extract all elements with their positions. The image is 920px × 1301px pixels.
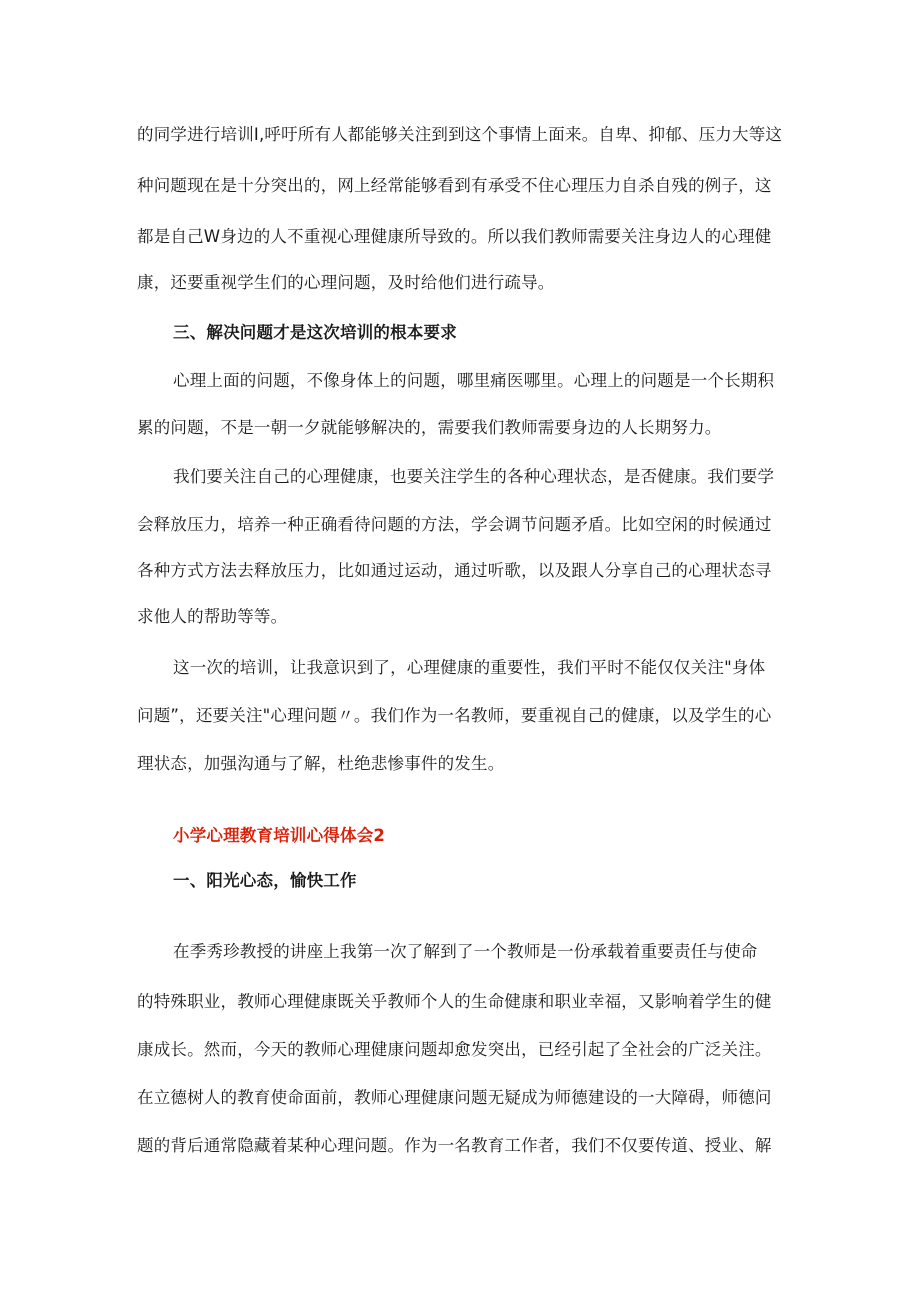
paragraph-line: 种问题现在是十分突出的，网上经常能够看到有承受不住心理压力自杀自残的例子，这 bbox=[137, 176, 772, 195]
paragraph-line: 题的背后通常隐藏着某种心理问题。作为一名教育工作者，我们不仅要传道、授业、解 bbox=[137, 1136, 772, 1155]
paragraph-line: 这一次的培训，让我意识到了，心理健康的重要性，我们平时不能仅仅关注"身体 bbox=[173, 658, 766, 677]
paragraph-line: 问题”，还要关注"心理问题〃。我们作为一名教师，要重视自己的健康，以及学生的心 bbox=[137, 706, 772, 725]
paragraph-line: 的同学进行培训I,呼吁所有人都能够关注到到这个事情上面来。自卑、抑郁、压力大等这 bbox=[137, 125, 783, 144]
paragraph-line: 康，还要重视学生们的心理问题，及时给他们进行疏导。 bbox=[137, 273, 555, 292]
paragraph-line: 累的问题，不是一朝一夕就能够解决的，需要我们教师需要身边的人长期努力。 bbox=[137, 418, 722, 437]
paragraph-line: 理状态，加强沟通与了解，杜绝悲惨事件的发生。 bbox=[137, 754, 505, 773]
section-heading: 一、阳光心态，愉快工作 bbox=[173, 871, 357, 890]
paragraph-line: 的特殊职业，教师心理健康既关乎教师个人的生命健康和职业幸福，又影响着学生的健 bbox=[137, 992, 772, 1011]
paragraph-line: 心理上面的问题，不像身体上的问题，哪里痛医哪里。心理上的问题是一个长期积 bbox=[173, 371, 775, 390]
section-title: 小学心理教育培训心得体会2 bbox=[173, 826, 386, 845]
paragraph-line: 在立德树人的教育使命面前，教师心理健康问题无疑成为师德建设的一大障碍，师德问 bbox=[137, 1088, 772, 1107]
section-heading: 三、解决问题才是这次培训的根本要求 bbox=[173, 323, 457, 342]
paragraph-line: 求他人的帮助等等。 bbox=[137, 607, 288, 626]
paragraph-line: 各种方式方法去释放压力，比如通过运动，通过听歌，以及跟人分享自己的心理状态寻 bbox=[137, 561, 772, 580]
paragraph-line: 在季秀珍教授的讲座上我第一次了解到了一个教师是一份承载着重要责任与使命 bbox=[173, 942, 758, 961]
paragraph-line: 都是自己W身边的人不重视心理健康所导致的。所以我们教师需要关注身边人的心理健 bbox=[137, 227, 772, 246]
paragraph-line: 康成长。然而，今天的教师心理健康问题却愈发突出，已经引起了全社会的广泛关注。 bbox=[137, 1040, 772, 1059]
paragraph-line: 我们要关注自己的心理健康，也要关注学生的各种心理状态，是否健康。我们要学 bbox=[173, 467, 775, 486]
paragraph-line: 会释放压力，培养一种正确看待问题的方法，学会调节问题矛盾。比如空闲的时候通过 bbox=[137, 515, 772, 534]
